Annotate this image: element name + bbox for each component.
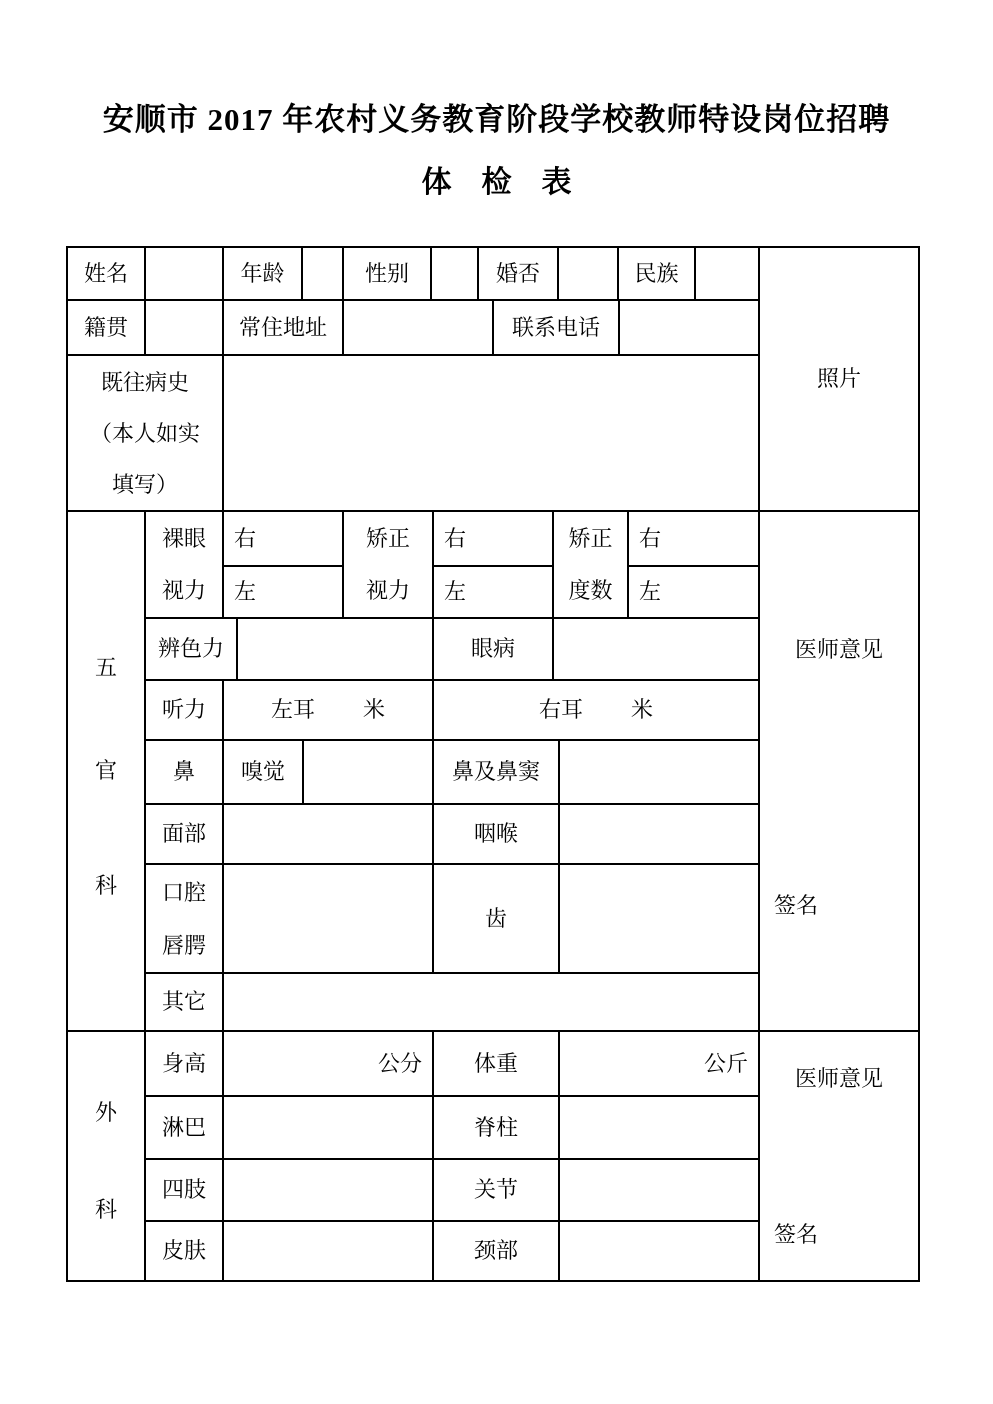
correction-degree-label-line1: 矫正 [568,525,613,551]
oral-label-line1: 口腔 [161,879,206,905]
naked-vision-left-cell[interactable]: 左 [222,565,344,619]
photo-box: 照片 [758,246,920,512]
eye-disease-value-cell[interactable] [552,617,760,681]
nose-sinus-label: 鼻及鼻窦 [432,739,560,805]
surgery-section-char-2: 科 [94,1197,117,1222]
joint-label: 关节 [432,1158,560,1222]
corrected-vision-label-line2: 视力 [365,577,410,603]
joint-value-cell[interactable] [558,1158,760,1222]
ethnicity-value-cell[interactable] [694,246,760,301]
ent-signature-label: 签名 [774,893,819,918]
corrected-vision-right-cell[interactable]: 右 [432,510,554,567]
right-ear-label: 右耳 [538,697,583,722]
naked-vision-right-cell[interactable]: 右 [222,510,344,567]
corrected-vision-label-line1: 矫正 [365,525,410,551]
surgery-section-label [66,1030,146,1282]
eye-disease-label: 眼病 [432,617,554,681]
neck-label: 颈部 [432,1220,560,1282]
address-label: 常住地址 [222,299,344,356]
age-value-cell[interactable] [301,246,344,301]
address-value-cell[interactable] [342,299,494,356]
form-title: 安顺市 2017 年农村义务教育阶段学校教师特设岗位招聘 [102,102,891,137]
skin-value-cell[interactable] [222,1220,434,1282]
color-vision-label: 辨色力 [144,617,238,681]
naked-vision-label-line2: 视力 [161,577,206,603]
hearing-label: 听力 [144,679,224,741]
oral-label [144,863,224,974]
gender-label: 性别 [342,246,432,301]
teeth-label: 齿 [432,863,560,974]
kilogram-unit-label: 公斤 [703,1050,748,1076]
surgery-section-char-1: 外 [94,1100,117,1125]
face-value-cell[interactable] [222,803,434,865]
ent-doctor-opinion-label: 医师意见 [794,637,883,662]
surgery-doctor-opinion-cell[interactable] [758,1030,920,1282]
medical-history-label [66,354,224,512]
ent-other-label: 其它 [144,972,224,1032]
phone-label: 联系电话 [492,299,620,356]
surgery-signature-label: 签名 [774,1222,819,1247]
hearing-left-ear-cell[interactable] [222,679,434,741]
corrected-vision-label [342,510,434,619]
spine-label: 脊柱 [432,1095,560,1160]
height-value-cell[interactable] [222,1030,434,1097]
correction-degree-left-cell[interactable]: 左 [627,565,760,619]
ent-doctor-opinion-cell[interactable] [758,510,920,1032]
naked-vision-label-line1: 裸眼 [161,525,206,551]
throat-value-cell[interactable] [558,803,760,865]
meter-unit-label: 米 [363,697,386,722]
meter-unit-label: 米 [631,697,654,722]
name-value-cell[interactable] [144,246,224,301]
medical-history-label-line3: 填写） [111,471,178,497]
phone-value-cell[interactable] [618,299,760,356]
nose-sinus-value-cell[interactable] [558,739,760,805]
oral-value-cell[interactable] [222,863,434,974]
correction-degree-right-cell[interactable]: 右 [627,510,760,567]
ent-section-char-2: 官 [94,758,117,783]
form-subtitle: 体 检 表 [421,166,572,199]
hearing-right-ear-cell[interactable] [432,679,760,741]
correction-degree-label [552,510,629,619]
name-label: 姓名 [66,246,146,301]
throat-label: 咽喉 [432,803,560,865]
smell-value-cell[interactable] [302,739,434,805]
teeth-value-cell[interactable] [558,863,760,974]
centimeter-unit-label: 公分 [377,1050,422,1076]
limbs-label: 四肢 [144,1158,224,1222]
color-vision-value-cell[interactable] [236,617,434,681]
lymph-value-cell[interactable] [222,1095,434,1160]
face-label: 面部 [144,803,224,865]
ent-section-label [66,510,146,1032]
age-label: 年龄 [222,246,303,301]
ethnicity-label: 民族 [617,246,696,301]
neck-value-cell[interactable] [558,1220,760,1282]
marital-status-value-cell[interactable] [557,246,619,301]
weight-value-cell[interactable] [558,1030,760,1097]
oral-label-line2: 唇腭 [161,932,206,958]
surgery-doctor-opinion-label: 医师意见 [794,1066,883,1091]
gender-value-cell[interactable] [430,246,479,301]
native-place-label: 籍贯 [66,299,146,356]
smell-label: 嗅觉 [222,739,304,805]
corrected-vision-left-cell[interactable]: 左 [432,565,554,619]
ent-section-char-1: 五 [94,655,117,680]
medical-history-value-cell[interactable] [222,354,760,512]
marital-status-label: 婚否 [477,246,559,301]
ent-other-value-cell[interactable] [222,972,760,1032]
exam-form-table [66,246,920,1282]
height-label: 身高 [144,1030,224,1097]
correction-degree-label-line2: 度数 [568,577,613,603]
skin-label: 皮肤 [144,1220,224,1282]
left-ear-label: 左耳 [270,697,315,722]
nose-label: 鼻 [144,739,224,805]
naked-vision-label [144,510,224,619]
native-place-value-cell[interactable] [144,299,224,356]
medical-history-label-line2: （本人如实 [89,420,200,446]
medical-history-label-line1: 既往病史 [100,369,189,395]
spine-value-cell[interactable] [558,1095,760,1160]
ent-section-char-3: 科 [94,873,117,898]
lymph-label: 淋巴 [144,1095,224,1160]
limbs-value-cell[interactable] [222,1158,434,1222]
weight-label: 体重 [432,1030,560,1097]
